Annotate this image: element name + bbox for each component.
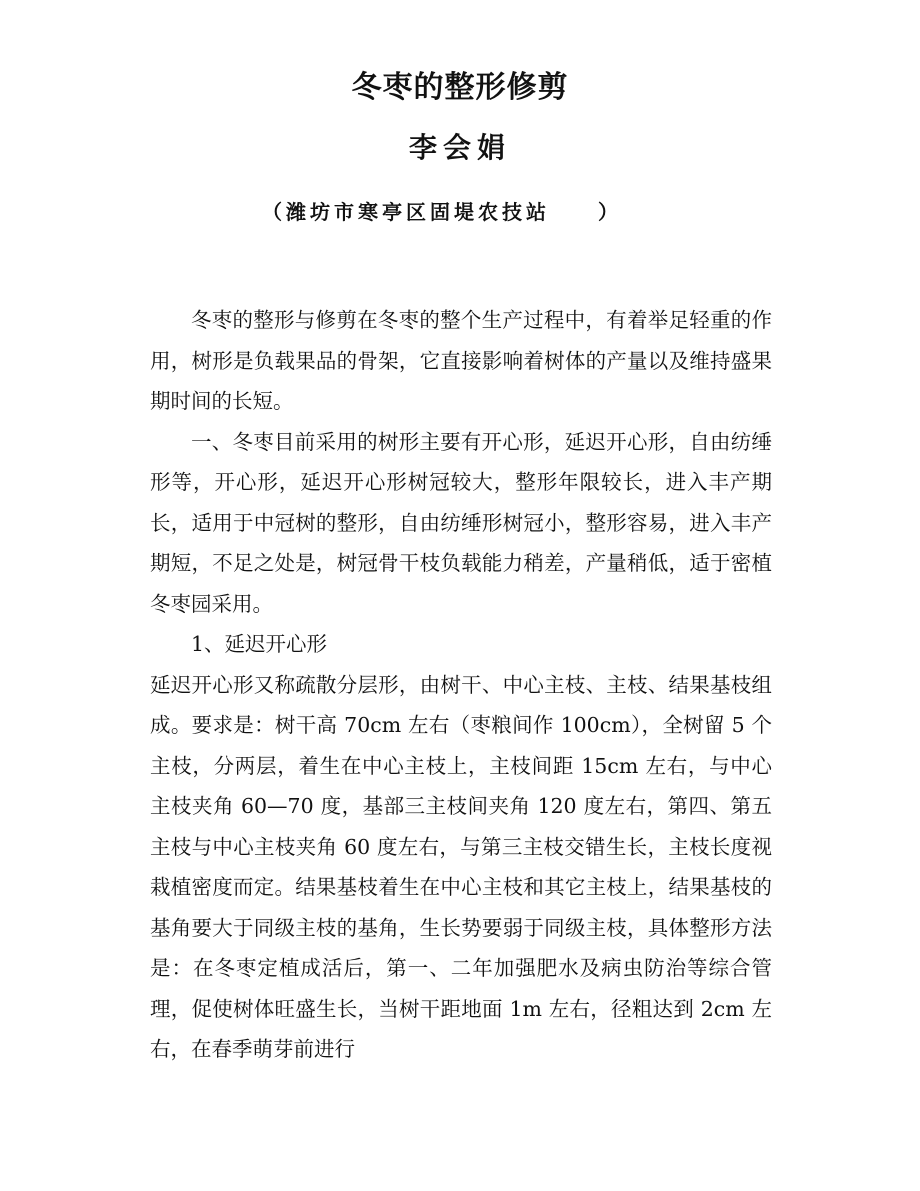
paragraph-delayed-open-center: 延迟开心形又称疏散分层形，由树干、中心主枝、主枝、结果基枝组成。要求是：树干高 70cm 左右（枣粮间作 100cm），全树留 5 个主枝，分两层，着生在中心主枝上，主枝间距 15cm 左右，与中心主枝夹角 60—70 度，基部三主枝间夹角 120 度左右，第四、第五主枝与中心主枝夹角 60 度左右，与第三主枝交错生长，主枝长度视栽植密度而定。结果基枝着生在中心主枝和其它主枝上，结果基枝的基角要大于同级主枝的基角，生长势要弱于同级主枝，具体整形方法是：在冬枣定植成活后，第一、二年加强肥水及病虫防治等综合管理，促使树体旺盛生长，当树干距地面 1m 左右，径粗达到 2cm 左右，在春季萌芽前进行 (150, 672, 772, 1061)
paragraph-intro: 冬枣的整形与修剪在冬枣的整个生产过程中，有着举足轻重的作用，树形是负载果品的骨架，它直接影响着树体的产量以及维持盛果期时间的长短。 (150, 308, 772, 413)
affiliation-close-paren: ） (598, 200, 622, 224)
author-affiliation (262, 192, 662, 232)
affiliation-text: （潍坊市寒亭区固堤农技站 (262, 200, 550, 224)
document-title: 冬枣的整形修剪 (351, 70, 569, 105)
document-body (150, 300, 772, 1070)
author-name: 李会娟 (408, 131, 511, 164)
paragraph-section-1: 一、冬枣目前采用的树形主要有开心形，延迟开心形，自由纺缍形等，开心形，延迟开心形树冠较大，整形年限较长，进入丰产期长，适用于中冠树的整形，自由纺缍形树冠小，整形容易，进入丰产期短，不足之处是，树冠骨干枝负载能力稍差，产量稍低，适于密植冬枣园采用。 (150, 429, 772, 616)
subheading-delayed-open-center: 1、延迟开心形 (191, 632, 328, 656)
